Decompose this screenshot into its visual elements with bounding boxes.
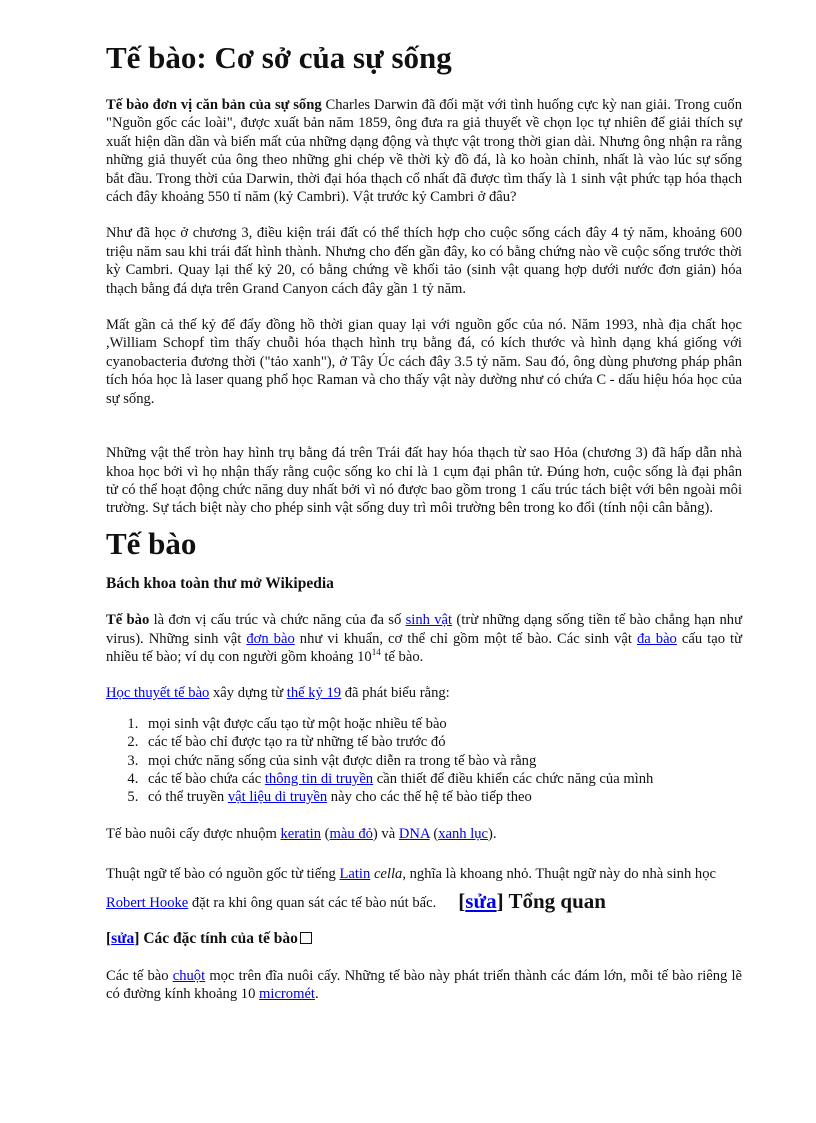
properties-heading-text: Các đặc tính của tế bào bbox=[139, 930, 298, 948]
link-da-bao[interactable]: đa bào bbox=[636, 630, 677, 647]
cell-term-bold: Tế bào bbox=[106, 612, 150, 629]
text-span: này cho các thế hệ tế bào tiếp theo bbox=[327, 789, 532, 806]
text-span: tế bào. bbox=[380, 648, 424, 665]
text-span: Các tế bào bbox=[106, 967, 173, 984]
text-span: ). bbox=[488, 825, 497, 842]
text-span: các tế bào chứa các bbox=[148, 770, 265, 787]
properties-heading bbox=[106, 930, 742, 948]
link-micromet[interactable]: micromét bbox=[259, 986, 315, 1002]
text-span: có thể truyền bbox=[148, 789, 228, 806]
cell-theory-list bbox=[106, 715, 742, 807]
link-don-bao[interactable]: đơn bào bbox=[246, 630, 295, 647]
text-span: ( bbox=[429, 825, 439, 842]
link-thong-tin-di-truyen[interactable]: thông tin di truyền bbox=[264, 770, 374, 787]
text-span: . bbox=[314, 986, 319, 1002]
intro-paragraph-4: Những vật thể tròn hay hình trụ bằng đá trên Trái đất hay hóa thạch từ sao Hỏa (chương 3) đã hấp dẫn nhà khoa học bởi vì họ nhận thấy rằng cuộc sống ko chỉ là 1 cụm đại phân tử. Đúng hơn, cuộc sống là đại phân tử có thể hoạt động chức năng duy nhất bởi vì nó được bao gồm trong 1 cấu trúc tách biệt với bên ngoài môi trường. Sự tách biệt này cho phép sinh vật sống duy trì môi trường bên trong ko đổi (tính nội cân bằng). bbox=[106, 445, 742, 517]
cell-paragraph-3 bbox=[106, 825, 742, 843]
link-vat-lieu-di-truyen[interactable]: vật liệu di truyền bbox=[227, 789, 328, 806]
bracket: [ bbox=[106, 930, 112, 948]
section-subtitle-wikipedia: Bách khoa toàn thư mở Wikipedia bbox=[106, 574, 334, 592]
edit-link-overview[interactable]: sửa bbox=[465, 889, 497, 914]
link-keratin[interactable]: keratin bbox=[280, 825, 322, 842]
intro-paragraph-2: Như đã học ở chương 3, điều kiện trái đất có thể thích hợp cho cuộc sống cách đây 4 tỷ năm, khoảng 600 triệu năm sau khi trái đất hình thành. Nhưng cho đến gần đây, ko có bằng chứng nào về cuộc sống trước thời kỳ Cambri. Quay lại thế kỷ 20, có bằng chứng về khối tảo (sinh vật quang hợp dưới nước đơn giản) hóa thạch bằng đá dựa trên Grand Canyon cách đây gần 1 tỷ năm. bbox=[106, 225, 742, 297]
link-hoc-thuyet-te-bao[interactable]: Học thuyết tế bào bbox=[106, 685, 210, 702]
document-page bbox=[106, 34, 742, 1003]
cell-paragraph-1 bbox=[106, 611, 742, 666]
link-the-ky-19[interactable]: thế kỷ 19 bbox=[286, 685, 342, 702]
text-span: ( bbox=[321, 825, 330, 842]
cell-paragraph-2 bbox=[106, 684, 742, 702]
list-item: 1. mọi sinh vật được cấu tạo từ một hoặc nhiều tế bào bbox=[142, 715, 742, 733]
intro-paragraph-1-text: Charles Darwin đã đối mặt với tình huống cực kỳ nan giải. Trong cuốn "Nguồn gốc các loài", được xuất bản năm 1859, ông đưa ra giả thuyết về chọn lọc tự nhiên để giải thích sự xuất hiện dần dần và biến mất của những dạng động và thực vật trong thời gian dài. Nhưng ông nhận ra rằng những giả thuyết của ông theo những ghi chép về thời kỳ đồ đá, là ko hoàn chỉnh, nhất là vào lúc sự sống bắt đầu. Trong thời của Darwin, thời đại hóa thạch cổ nhất đã được tìm thấy là 1 sinh vật phức tạp hóa thạch cách đây khoảng 550 tỉ năm (kỷ Cambri). Vật trước kỷ Cambri ở đâu? bbox=[106, 97, 742, 206]
text-span: , nghĩa là khoang nhỏ. Thuật ngữ này do nhà sinh học bbox=[402, 866, 716, 883]
text-span: là đơn vị cấu trúc và chức năng của đa số bbox=[149, 612, 406, 629]
text-span: Thuật ngữ tế bào có nguồn gốc từ tiếng bbox=[106, 866, 340, 883]
cell-paragraph-5 bbox=[106, 967, 742, 1004]
link-dna[interactable]: DNA bbox=[398, 825, 430, 842]
link-xanh-luc[interactable]: xanh lục bbox=[438, 825, 489, 842]
list-item bbox=[142, 788, 742, 806]
list-item: 3. mọi chức năng sống của sinh vật được diễn ra trong tế bào và rằng bbox=[142, 752, 742, 770]
edit-link-properties[interactable]: sửa bbox=[111, 930, 135, 948]
list-item: 2. các tế bào chỉ được tạo ra từ những tế bào trước đó bbox=[142, 733, 742, 751]
text-span: đã phát biểu rằng: bbox=[341, 685, 450, 702]
link-sinh-vat[interactable]: sinh vật bbox=[405, 612, 453, 629]
missing-glyph-box-icon bbox=[300, 932, 312, 944]
text-span: ) và bbox=[372, 825, 399, 842]
italic-cella: cella bbox=[373, 866, 403, 883]
link-robert-hooke[interactable]: Robert Hooke bbox=[106, 895, 189, 912]
list-item bbox=[142, 770, 742, 788]
bracket: [ bbox=[458, 889, 466, 914]
link-mau-do[interactable]: màu đỏ bbox=[329, 825, 373, 842]
overview-heading bbox=[458, 889, 606, 913]
bracket: ] bbox=[134, 930, 140, 948]
overview-heading-text: Tổng quan bbox=[503, 889, 606, 914]
cell-paragraph-4 bbox=[106, 861, 742, 916]
link-latin[interactable]: Latin bbox=[339, 866, 371, 883]
text-span: cần thiết để điều khiển các chức năng của mình bbox=[373, 770, 654, 787]
text-span: xây dựng từ bbox=[209, 685, 287, 702]
intro-lead-bold: Tế bào đơn vị căn bản của sự sống bbox=[106, 97, 322, 113]
text-span: cấu tạo từ nhiều tế bào; ví dụ con người gồm khoảng 10 bbox=[106, 630, 742, 665]
text-span: đặt ra khi ông quan sát các tế bào nút bấc. bbox=[188, 895, 437, 912]
exponent: 14 bbox=[371, 647, 381, 658]
intro-paragraph-1 bbox=[106, 96, 742, 206]
text-span: (trừ những dạng sống tiền tế bào chẳng hạn như virus). Những sinh vật bbox=[106, 612, 742, 647]
bracket: ] bbox=[496, 889, 504, 914]
section-title-cell: Tế bào bbox=[106, 525, 197, 561]
link-chuot[interactable]: chuột bbox=[172, 967, 206, 984]
text-span: mọc trên đĩa nuôi cấy. Những tế bào này phát triển thành các đám lớn, mỗi tế bào riêng lẽ có đường kính khoảng 10 bbox=[106, 967, 742, 1002]
intro-paragraph-3: Mất gần cả thế kỷ để đẩy đồng hồ thời gian quay lại với nguồn gốc của nó. Năm 1993, nhà địa chất học ,William Schopf tìm thấy chuỗi hóa thạch hình trụ bằng đá, có kích thước và hình dạng khá giống với cyanobacteria đương thời ("tảo xanh"), ở Tây Úc cách đây 3.5 tỷ năm. Sau đó, ông dùng phương pháp phân tích hóa học là laser quang phổ học Raman và cho thấy vật này dường như có chứa C - dấu hiệu hóa học của sự sống. bbox=[106, 317, 742, 407]
page-title: Tế bào: Cơ sở của sự sống bbox=[106, 40, 452, 75]
text-span: Tế bào nuôi cấy được nhuộm bbox=[106, 825, 281, 842]
text-span: như vi khuẩn, cơ thể chỉ gồm một tế bào. Các sinh vật bbox=[294, 630, 637, 647]
